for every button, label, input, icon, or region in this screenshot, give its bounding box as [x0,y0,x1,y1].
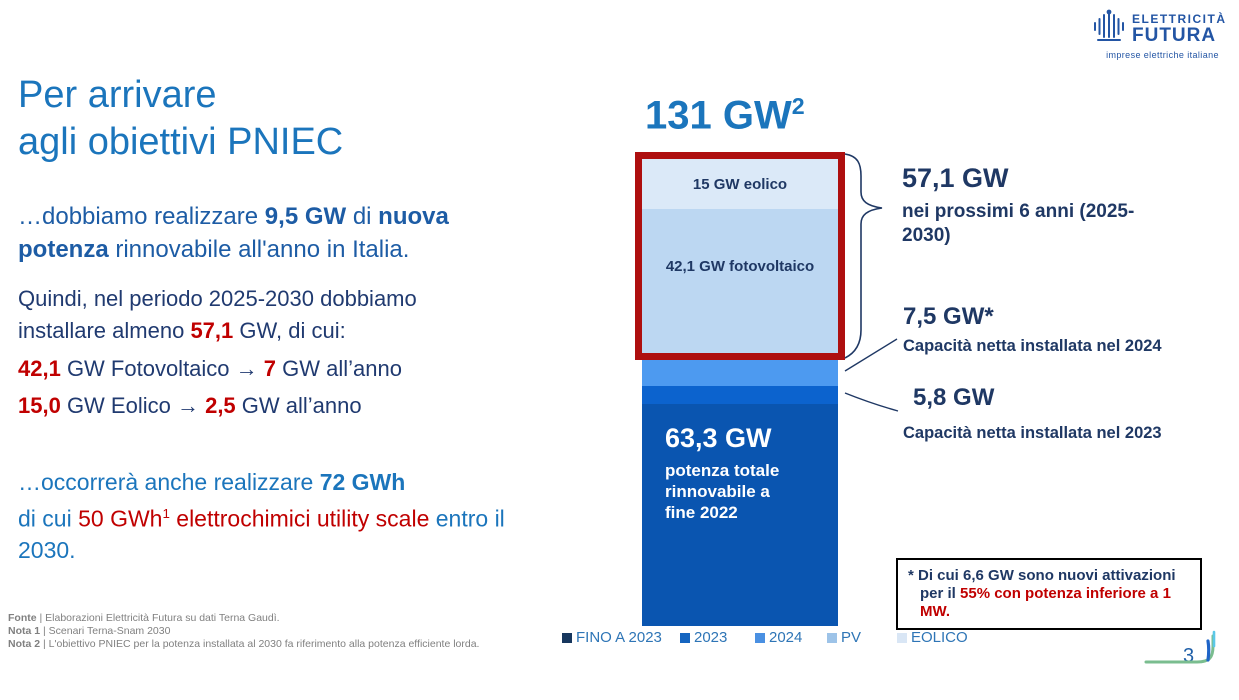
legend-item-fino-a-2023 [562,629,662,646]
legend-item-2024 [755,629,802,646]
legend-label-2024: 2024 [769,629,803,646]
annotation-571gw: 57,1 GW [902,163,1009,193]
legend-label-2023: 2023 [694,629,728,646]
bar-label-fino-a-2023 [665,422,779,523]
elettricita-futura-logo [1090,8,1235,60]
bar-segment-2023 [642,386,838,404]
footnote-nota1: Nota 1 | Scenari Terna-Snam 2030 [8,625,171,637]
paragraph-storage-gwh: …occorrerà anche realizzare 72 GWh di cui 50 GWh$^1$ elettrochimici utility scale entro il 2030. [18,469,505,563]
footnote-fonte: Fonte | Elaborazioni Elettricità Futura su dati Terna Gaudì. [8,612,280,624]
paragraph-period-2025-2030: Quindi, nel periodo 2025-2030 dobbiamo installare almeno 57,1 GW, di cui: [18,286,417,343]
footnote-nota2: Nota 2 | L'obiettivo PNIEC per la potenza installata al 2030 fa riferimento alla potenza efficiente lorda. [8,638,480,650]
legend-item-2023 [680,629,727,646]
connector-2023-line [845,393,898,411]
annotation-571gw-sub: nei prossimi 6 anni (2025- 2030) [902,201,1135,246]
logo-tagline: imprese elettriche italiane [1106,50,1219,60]
logo-name-line2: FUTURA [1132,25,1217,46]
footnotes [8,612,568,651]
legend-label-pv: PV [841,629,862,646]
legend-label-eolico: EOLICO [911,629,968,646]
page-number: 3 [1183,645,1195,667]
annotation-58gw-sub: Capacità netta installata nel 2023 [903,424,1162,442]
bar-label-eolico: 15 GW eolico [692,176,788,193]
eagle-logo-icon [1090,8,1128,49]
brace-57gw [845,154,882,358]
legend-item-eolico [897,629,968,646]
annotation-75gw-sub: Capacità netta installata nel 2024 [903,337,1162,355]
annotation-58gw: 5,8 GW [913,384,995,411]
legend-swatch-2024 [755,633,765,643]
corner-decoration-icon [1146,632,1214,662]
legend-swatch-pv [827,633,837,643]
bar-sublabel-63-gw: potenza totale rinnovabile a fine 2022 [665,461,780,522]
legend-swatch-eolico [897,633,907,643]
legend-item-pv [827,629,861,646]
chart-total-label: 131 $GW^2$ [645,93,805,138]
bar-label-fotovoltaico: 42,1 GW fotovoltaico [665,258,815,275]
legend-swatch-2023 [680,633,690,643]
bar-segment-2024 [642,360,838,386]
legend-label-fino-a-2023: FINO A 2023 [576,629,662,646]
asterisk-note-box: * Di cui 6,6 GW sono nuovi attivazioni per il 55% con potenza inferiore a 1 MW. [896,558,1202,630]
page-title [18,72,343,166]
annotation-75gw: 7,5 GW* [903,303,994,330]
logo-name-line1: ELETTRICITÀ [1132,12,1227,26]
page-title-line2: agli obiettivi PNIEC [18,121,344,163]
bar-label-63-gw: 63,3 GW [665,423,772,453]
page-title-line1: Per arrivare [18,74,217,116]
paragraph-new-capacity: …dobbiamo realizzare 9,5 GW di nuova potenza rinnovabile all'anno in Italia. [18,203,449,263]
connector-2024-line [845,339,897,371]
paragraph-pv-wind-breakdown: 42,1 GW Fotovoltaico → 7 GW all’anno 15,0 GW Eolico → 2,5 GW all’anno [18,356,402,418]
